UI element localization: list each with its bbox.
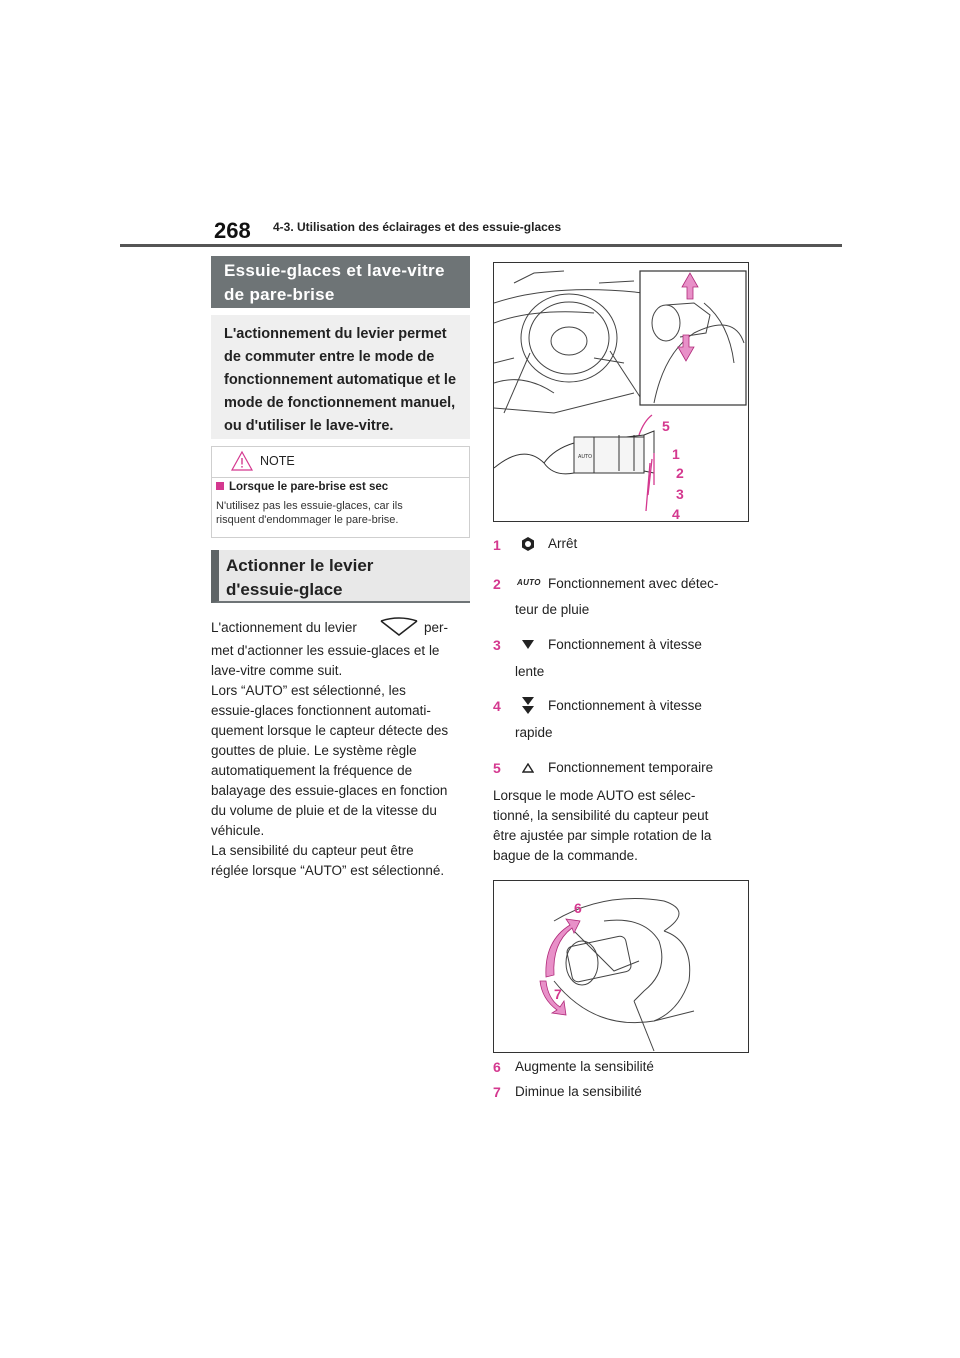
callout-7: 7 [554, 986, 562, 1002]
paragraph-line: automatiquement la fréquence de [211, 763, 413, 778]
note-body-line: risquent d'endommager le pare-brise. [216, 514, 399, 526]
callout-1: 1 [672, 446, 680, 462]
paragraph-line: met d'actionner les essuie-glaces et le [211, 643, 440, 658]
item-number: 2 [493, 576, 501, 592]
item-number: 3 [493, 637, 501, 653]
item-text: Fonctionnement à vitesse [548, 698, 702, 713]
lever-auto-text: AUTO [578, 454, 593, 460]
item-number: 7 [493, 1084, 501, 1100]
section-title-line: d'essuie-glace [226, 580, 343, 599]
item-text: Diminue la sensibilité [515, 1084, 642, 1099]
paragraph-line: quement lorsque le capteur détecte des [211, 723, 449, 738]
paragraph-line: gouttes de pluie. Le système règle [211, 743, 417, 758]
item-text: Fonctionnement à vitesse [548, 637, 702, 652]
paragraph-sensitivity [211, 841, 473, 881]
text-span: per- [424, 620, 449, 635]
paragraph-line: La sensibilité du capteur peut être [211, 843, 414, 858]
item-text: Augmente la sensibilité [515, 1059, 654, 1074]
item-text: lente [515, 664, 545, 679]
paragraph-line: réglée lorsque “AUTO” est sélectionné. [211, 863, 445, 878]
text-span: L'actionnement du levier [211, 620, 357, 635]
section-title-lever [211, 550, 470, 603]
auto-symbol: AUTO [517, 578, 541, 587]
paragraph-line: du volume de pluie et de la vitesse du [211, 803, 437, 818]
bullet-square-icon [216, 482, 224, 490]
callout-5: 5 [662, 418, 670, 434]
item-number: 5 [493, 760, 501, 776]
wiper-lever-illustration [494, 263, 748, 521]
sensitivity-ring-figure [493, 880, 749, 1053]
item-text: Fonctionnement temporaire [548, 760, 714, 775]
rotate-down-arrow-icon [540, 981, 566, 1015]
summary-line: fonctionnement automatique et le [224, 372, 457, 388]
wiper-low-icon [522, 640, 534, 650]
paragraph-line: balayage des essuie-glaces en fonction [211, 783, 448, 798]
paragraph-line [211, 618, 473, 638]
paragraph-auto-sensitivity [493, 786, 755, 866]
wiper-mist-icon [522, 763, 534, 773]
paragraph-line: Lorsque le mode AUTO est sélec- [493, 788, 696, 803]
header-rule [120, 244, 842, 247]
item-text: teur de pluie [515, 602, 590, 617]
item-number: 1 [493, 537, 501, 553]
paragraph-line: Lors “AUTO” est sélectionné, les [211, 683, 406, 698]
summary-line: ou d'utiliser le lave-vitre. [224, 418, 394, 434]
summary-line: de commuter entre le mode de [224, 349, 435, 365]
note-header [212, 447, 469, 478]
wiper-high-icon [522, 697, 534, 715]
section-title-line: Essuie-glaces et lave-vitre [224, 261, 445, 280]
item-text: rapide [515, 725, 553, 740]
rotate-up-arrow-icon [546, 919, 580, 977]
note-box [211, 446, 470, 538]
callout-3: 3 [676, 486, 684, 502]
item-text: Arrêt [548, 536, 578, 551]
paragraph-lever-intro [211, 618, 473, 681]
callout-2: 2 [676, 465, 684, 481]
paragraph-line: lave-vitre comme suit. [211, 663, 343, 678]
paragraph-line: essuie-glaces fonctionnent automati- [211, 703, 431, 718]
summary-line: L'actionnement du levier permet [224, 326, 447, 342]
paragraph-line: véhicule. [211, 823, 265, 838]
note-body-line: N'utilisez pas les essuie-glaces, car ils [216, 500, 403, 512]
section-title-line: de pare-brise [224, 285, 335, 304]
section-title-line: Actionner le levier [226, 556, 374, 575]
paragraph-auto-mode [211, 681, 473, 841]
page-number: 268 [214, 218, 251, 243]
item-number: 6 [493, 1059, 501, 1075]
callout-6: 6 [574, 900, 582, 916]
sensitivity-ring-illustration [494, 881, 748, 1052]
paragraph-line: être ajustée par simple rotation de la [493, 828, 712, 843]
paragraph-line: tionné, la sensibilité du capteur peut [493, 808, 709, 823]
paragraph-line: bague de la commande. [493, 848, 638, 863]
section-title-wipers [211, 256, 470, 308]
wiper-lever-figure [493, 262, 749, 522]
warning-triangle-icon [230, 450, 254, 472]
wiper-off-icon [520, 536, 536, 552]
chapter-title: 4-3. Utilisation des éclairages et des essuie-glaces [273, 220, 562, 234]
note-subheading [216, 481, 388, 493]
note-subheading-text: Lorsque le pare-brise est sec [229, 481, 389, 493]
item-number: 4 [493, 698, 501, 714]
note-body [216, 499, 466, 527]
callout-4: 4 [672, 506, 680, 521]
item-text: Fonctionnement avec détec- [548, 576, 719, 591]
summary-line: mode de fonctionnement manuel, [224, 395, 456, 411]
note-label: NOTE [260, 454, 295, 468]
summary-box [211, 315, 470, 439]
wiper-icon [377, 616, 421, 638]
